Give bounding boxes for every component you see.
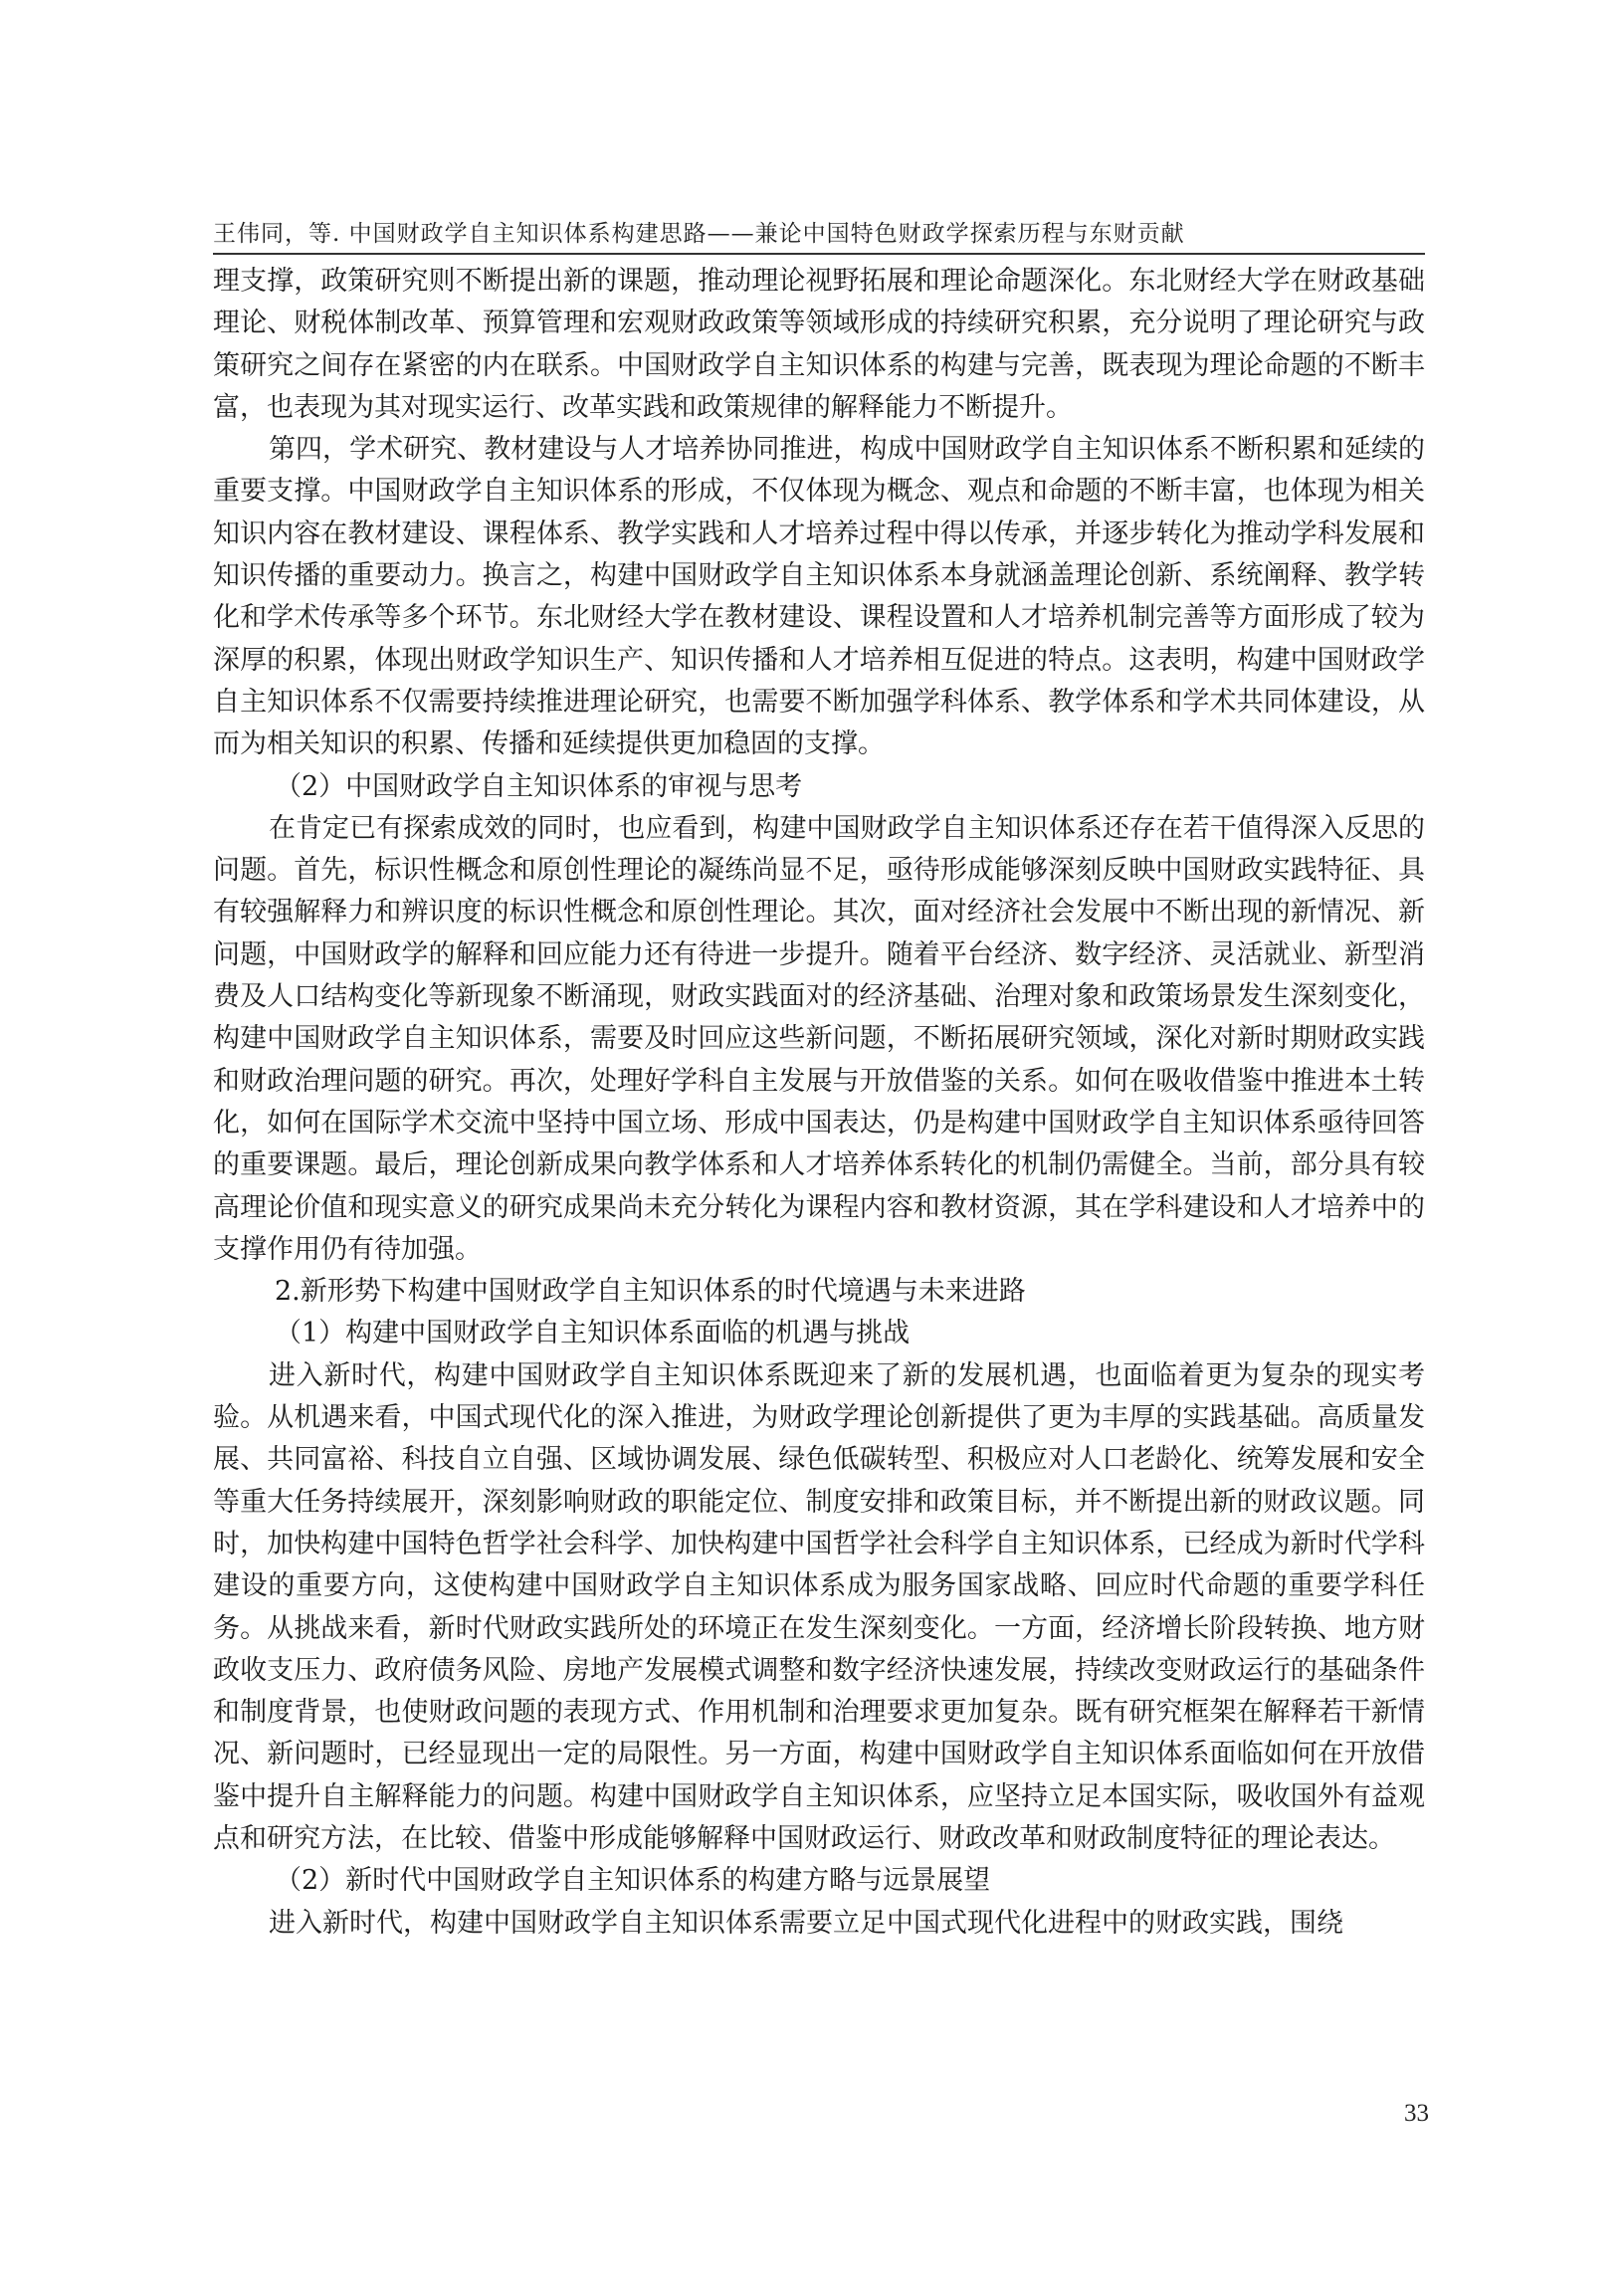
paragraph-opportunities: 进入新时代，构建中国财政学自主知识体系既迎来了新的发展机遇，也面临着更为复杂的现实考验。从机遇来看，中国式现代化的深入推进，为财政学理论创新提供了更为丰厚的实践基础。高质量发展、共同富裕、科技自立自强、区域协调发展、绿色低碳转型、积极应对人口老龄化、统筹发展和安全等重大任务持续展开，深刻影响财政的职能定位、制度安排和政策目标，并不断提出新的财政议题。同时，加快构建中国特色哲学社会科学、加快构建中国哲学社会科学自主知识体系，已经成为新时代学科建设的重要方向，这使构建中国财政学自主知识体系成为服务国家战略、回应时代命题的重要学科任务。从挑战来看，新时代财政实践所处的环境正在发生深刻变化。一方面，经济增长阶段转换、地方财政收支压力、政府债务风险、房地产发展模式调整和数字经济快速发展，持续改变财政运行的基础条件和制度背景，也使财政问题的表现方式、作用机制和治理要求更加复杂。既有研究框架在解释若干新情况、新问题时，已经显现出一定的局限性。另一方面，构建中国财政学自主知识体系面临如何在开放借鉴中提升自主解释能力的问题。构建中国财政学自主知识体系，应坚持立足本国实际，吸收国外有益观点和研究方法，在比较、借鉴中形成能够解释中国财政运行、财政改革和财政制度特征的理论表达。 bbox=[213, 1359, 1425, 1854]
paragraph-fourth-point: 第四，学术研究、教材建设与人才培养协同推进，构成中国财政学自主知识体系不断积累和延续的重要支撑。中国财政学自主知识体系的形成，不仅体现为概念、观点和命题的不断丰富，也体现为相关知识内容在教材建设、课程体系、教学实践和人才培养过程中得以传承，并逐步转化为推动学科发展和知识传播的重要动力。换言之，构建中国财政学自主知识体系本身就涵盖理论创新、系统阐释、教学转化和学术传承等多个环节。东北财经大学在教材建设、课程设置和人才培养机制完善等方面形成了较为深厚的积累，体现出财政学知识生产、知识传播和人才培养相互促进的特点。这表明，构建中国财政学自主知识体系不仅需要持续推进理论研究，也需要不断加强学科体系、教学体系和学术共同体建设，从而为相关知识的积累、传播和延续提供更加稳固的支撑。 bbox=[213, 434, 1425, 760]
header-rule bbox=[213, 253, 1425, 255]
paragraph-strategy: 进入新时代，构建中国财政学自主知识体系需要立足中国式现代化进程中的财政实践，围绕 bbox=[269, 1907, 1343, 1939]
page-number: 33 bbox=[1404, 2100, 1429, 2127]
subheading-review: （2）中国财政学自主知识体系的审视与思考 bbox=[275, 770, 803, 802]
subheading-strategy: （2）新时代中国财政学自主知识体系的构建方略与远景展望 bbox=[275, 1865, 991, 1897]
body-text bbox=[213, 261, 1425, 1945]
subheading-opportunities: （1）构建中国财政学自主知识体系面临的机遇与挑战 bbox=[275, 1318, 911, 1349]
section-heading-2: 2.新形势下构建中国财政学自主知识体系的时代境遇与未来进路 bbox=[275, 1276, 1026, 1308]
running-head: 王伟同，等. 中国财政学自主知识体系构建思路——兼论中国特色财政学探索历程与东财贡献 bbox=[213, 221, 1185, 247]
paragraph-continuation: 理支撑，政策研究则不断提出新的课题，推动理论视野拓展和理论命题深化。东北财经大学在财政基础理论、财税体制改革、预算管理和宏观财政政策等领域形成的持续研究积累，充分说明了理论研究与政策研究之间存在紧密的内在联系。中国财政学自主知识体系的构建与完善，既表现为理论命题的不断丰富，也表现为其对现实运行、改革实践和政策规律的解释能力不断提升。 bbox=[213, 266, 1425, 423]
paragraph-review: 在肯定已有探索成效的同时，也应看到，构建中国财政学自主知识体系还存在若干值得深入反思的问题。首先，标识性概念和原创性理论的凝练尚显不足，亟待形成能够深刻反映中国财政实践特征、具有较强解释力和辨识度的标识性概念和原创性理论。其次，面对经济社会发展中不断出现的新情况、新问题，中国财政学的解释和回应能力还有待进一步提升。随着平台经济、数字经济、灵活就业、新型消费及人口结构变化等新现象不断涌现，财政实践面对的经济基础、治理对象和政策场景发生深刻变化，构建中国财政学自主知识体系，需要及时回应这些新问题，不断拓展研究领域，深化对新时期财政实践和财政治理问题的研究。再次，处理好学科自主发展与开放借鉴的关系。如何在吸收借鉴中推进本土转化，如何在国际学术交流中坚持中国立场、形成中国表达，仍是构建中国财政学自主知识体系亟待回答的重要课题。最后，理论创新成果向教学体系和人才培养体系转化的机制仍需健全。当前，部分具有较高理论价值和现实意义的研究成果尚未充分转化为课程内容和教材资源，其在学科建设和人才培养中的支撑作用仍有待加强。 bbox=[213, 812, 1425, 1265]
